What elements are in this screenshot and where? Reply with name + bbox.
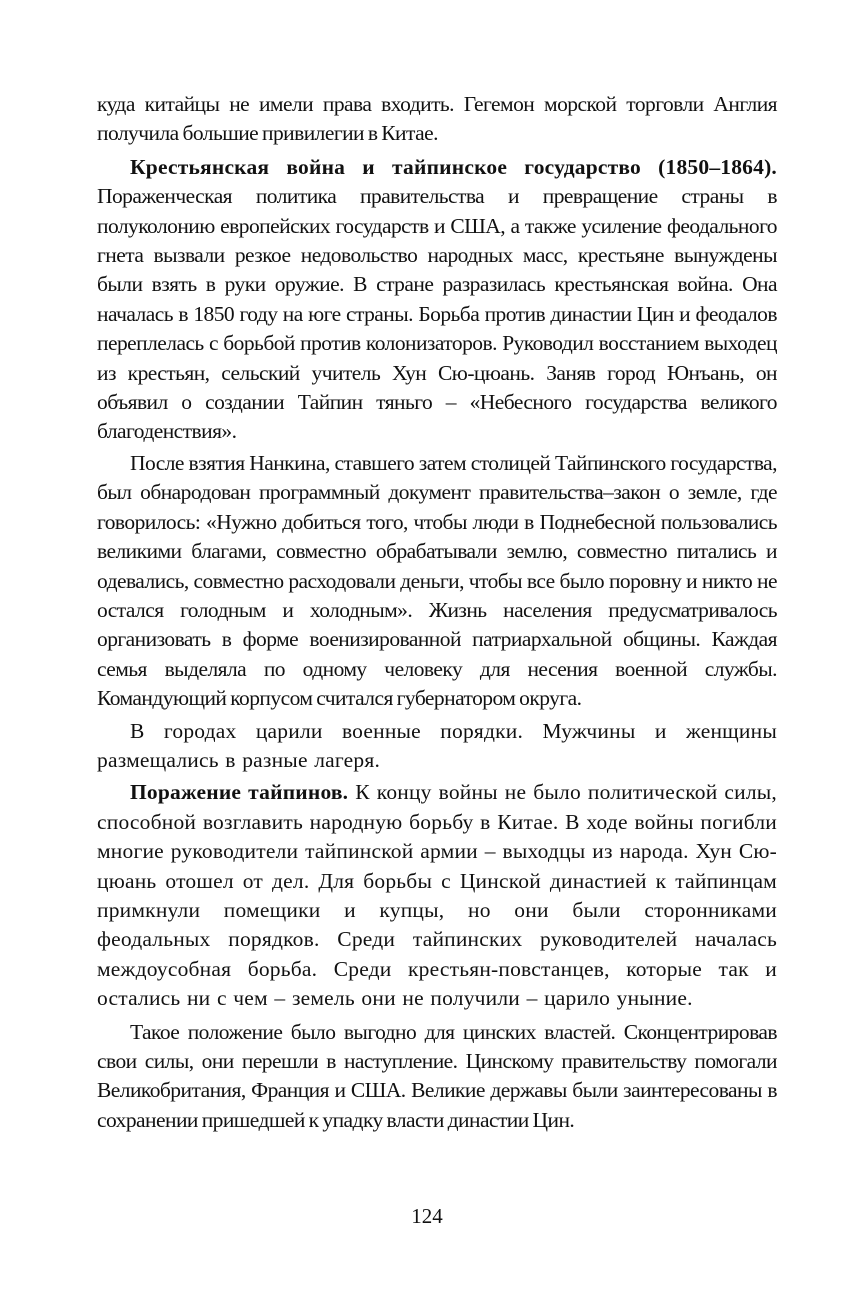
page-body xyxy=(97,90,777,1135)
continuation-paragraph: куда китайцы не имели права входить. Гегемон морской торговли Англия получила большие привилегии в Китае. xyxy=(97,92,777,146)
section-heading-defeat: Поражение тайпинов. xyxy=(130,780,349,805)
peasant-war-text: Пораженческая политика правительства и превращение страны в полуколонию европейских государств и США, а также усиление феодального гнета вызвали резкое недовольство народных масс, крестьяне вынуждены были взять в руки оружие. В стране разразилась крестьянская война. Она началась в 1850 году на юге страны. Борьба против династии Цин и феодалов переплелась с борьбой против колонизаторов. Руководил восстанием выходец из крестьян, сельский учитель Хун Сю-цюань. Заняв город Юнъань, он объявил о создании Тайпин тяньго – «Небесного государства великого благоденствия». xyxy=(97,184,777,444)
nanking-paragraph: После взятия Нанкина, ставшего затем столицей Тайпинского государства, был обнародован программный документ правительства–закон о земле, где говорилось: «Нужно добиться того, чтобы люди в Поднебесной пользовались великими благами, совместно обрабатывали землю, совместно питались и одевались, совместно расходовали деньги, чтобы все было поровну и никто не остался голодным и холодным». Жизнь населения предусматривалось организовать в форме военизированной патриархальной общины. Каждая семья выделяла по одному человеку для несения военной службы. Командующий корпусом считался губернатором округа. xyxy=(97,450,777,711)
defeat-text: К концу войны не было политической силы, способной возглавить народную борьбу в Китае. В ходе войны погибли многие руководители тайпинской армии – выходцы из народа. Хун Сю-цюань отошел от дел. Для борьбы с Цинской династией к тайпинцам примкнули помещики и купцы, но они были сторонниками феодальных порядков. Среди тайпинских руководителей началась междоусобная борьба. Среди крестьян-повстанцев, которые так и остались ни с чем – земель они не получили – царило уныние. xyxy=(97,780,778,1011)
peasant-war-paragraph xyxy=(97,153,777,447)
cities-paragraph: В городах царили военные порядки. Мужчины и женщины размещались в разные лагеря. xyxy=(97,718,777,772)
situation-paragraph: Такое положение было выгодно для цинских властей. Сконцентрировав свои силы, они перешли в наступление. Цинскому правительству помогали Великобритания, Франция и США. Великие державы были заинтересованы в сохранении пришедшей к упадку власти династии Цин. xyxy=(97,1019,777,1132)
page-number: 124 xyxy=(411,1204,443,1228)
defeat-paragraph xyxy=(97,778,777,1013)
section-heading-peasant-war: Крестьянская война и тайпинское государство (1850–1864). xyxy=(130,154,777,179)
